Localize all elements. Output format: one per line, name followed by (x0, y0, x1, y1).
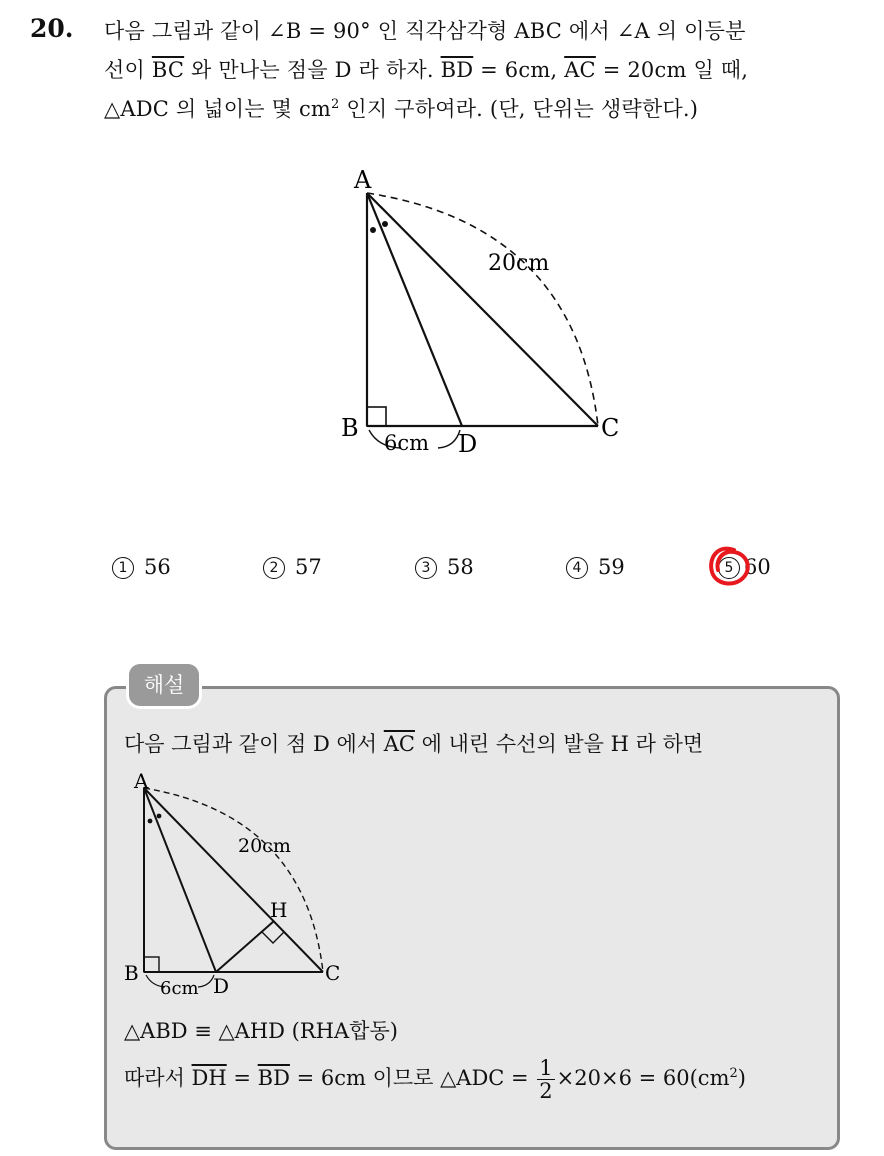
segment-dh: $\overline{DH}$ (191, 1066, 227, 1090)
label-length-ac: 20cm (238, 835, 291, 857)
solution-line-1 (124, 728, 703, 758)
question-text: 다음 그림과 같이 ∠B = 90° 인 직각삼각형 ABC 에서 ∠A 의 이등분 (104, 19, 746, 43)
solution-text: 에 내린 수선의 발을 H 라 하면 (414, 732, 704, 756)
solution-text: ) (737, 1066, 746, 1090)
right-angle-mark (367, 407, 386, 426)
choice-2[interactable] (263, 555, 322, 579)
label-d: D (458, 430, 478, 458)
choice-value: 60 (744, 555, 771, 579)
choice-value: 57 (295, 555, 322, 579)
question-text: = 6cm, (473, 58, 565, 82)
question-text: 와 만나는 점을 D 라 하자. (184, 58, 441, 82)
label-h: H (270, 898, 288, 922)
solution-tag: 해설 (129, 664, 199, 706)
side-ac (144, 788, 323, 972)
right-angle-mark-h (262, 932, 284, 943)
choice-marker: 4 (566, 557, 588, 579)
question-text: 선이 (104, 58, 152, 82)
side-ac (367, 193, 598, 426)
brace-bd (198, 975, 214, 987)
superscript: 2 (331, 97, 340, 112)
right-angle-mark (144, 957, 159, 972)
perpendicular-dh (216, 921, 274, 972)
solution-text: 다음 그림과 같이 점 D 에서 (124, 732, 384, 756)
answer-circle-mark (704, 542, 754, 592)
choice-marker: 5 (718, 557, 740, 579)
label-a: A (134, 769, 149, 793)
choice-value: 59 (598, 555, 625, 579)
label-c: C (601, 414, 620, 442)
label-c: C (325, 961, 341, 985)
segment-ac: $\overline{AC}$ (383, 732, 415, 756)
solution-text: = 6cm 이므로 △ADC = (289, 1066, 536, 1090)
angle-dot (370, 227, 376, 233)
choice-3[interactable] (415, 555, 474, 579)
label-d: D (213, 974, 230, 998)
solution-figure (0, 760, 400, 1010)
segment-ac: $\overline{AC}$ (564, 58, 596, 82)
question-text: 인지 구하여라. (단, 단위는 생략한다.) (339, 97, 699, 121)
choice-marker: 3 (415, 557, 437, 579)
label-length-ac: 20cm (488, 251, 550, 276)
choice-1[interactable] (112, 555, 171, 579)
brace-bd (438, 430, 460, 448)
solution-text: ×20×6 = 60(cm (556, 1066, 730, 1090)
superscript: 2 (729, 1066, 738, 1081)
label-length-bd: 6cm (384, 431, 430, 455)
angle-dot (157, 814, 162, 819)
label-b: B (341, 414, 359, 442)
solution-line-3 (124, 1057, 746, 1102)
label-a: A (354, 166, 372, 194)
triangle-figure (0, 0, 884, 500)
question-text: △ADC 의 넓이는 몇 cm (104, 97, 332, 121)
angle-dot (148, 819, 153, 824)
label-b: B (124, 961, 139, 985)
segment-bc: $\overline{BC}$ (151, 58, 185, 82)
choice-value: 58 (447, 555, 474, 579)
choice-marker: 1 (112, 557, 134, 579)
fraction-half (537, 1057, 554, 1102)
choice-marker: 2 (263, 557, 285, 579)
segment-bd: $\overline{BD}$ (440, 58, 474, 82)
bisector-ad (144, 788, 216, 972)
bisector-ad (367, 193, 462, 426)
label-length-bd: 6cm (160, 978, 199, 999)
question-number: 20. (30, 14, 74, 43)
fraction-numerator: 1 (539, 1056, 553, 1080)
solution-text: 따라서 (124, 1066, 192, 1090)
segment-bd: $\overline{BD}$ (257, 1066, 290, 1090)
choice-value: 56 (144, 555, 171, 579)
solution-text: = (226, 1066, 258, 1090)
angle-dot (382, 221, 388, 227)
question-text: = 20cm 일 때, (595, 58, 749, 82)
choice-4[interactable] (566, 555, 625, 579)
fraction-denominator: 2 (539, 1079, 553, 1103)
solution-line-2: △ABD ≡ △AHD (RHA합동) (124, 1019, 398, 1043)
